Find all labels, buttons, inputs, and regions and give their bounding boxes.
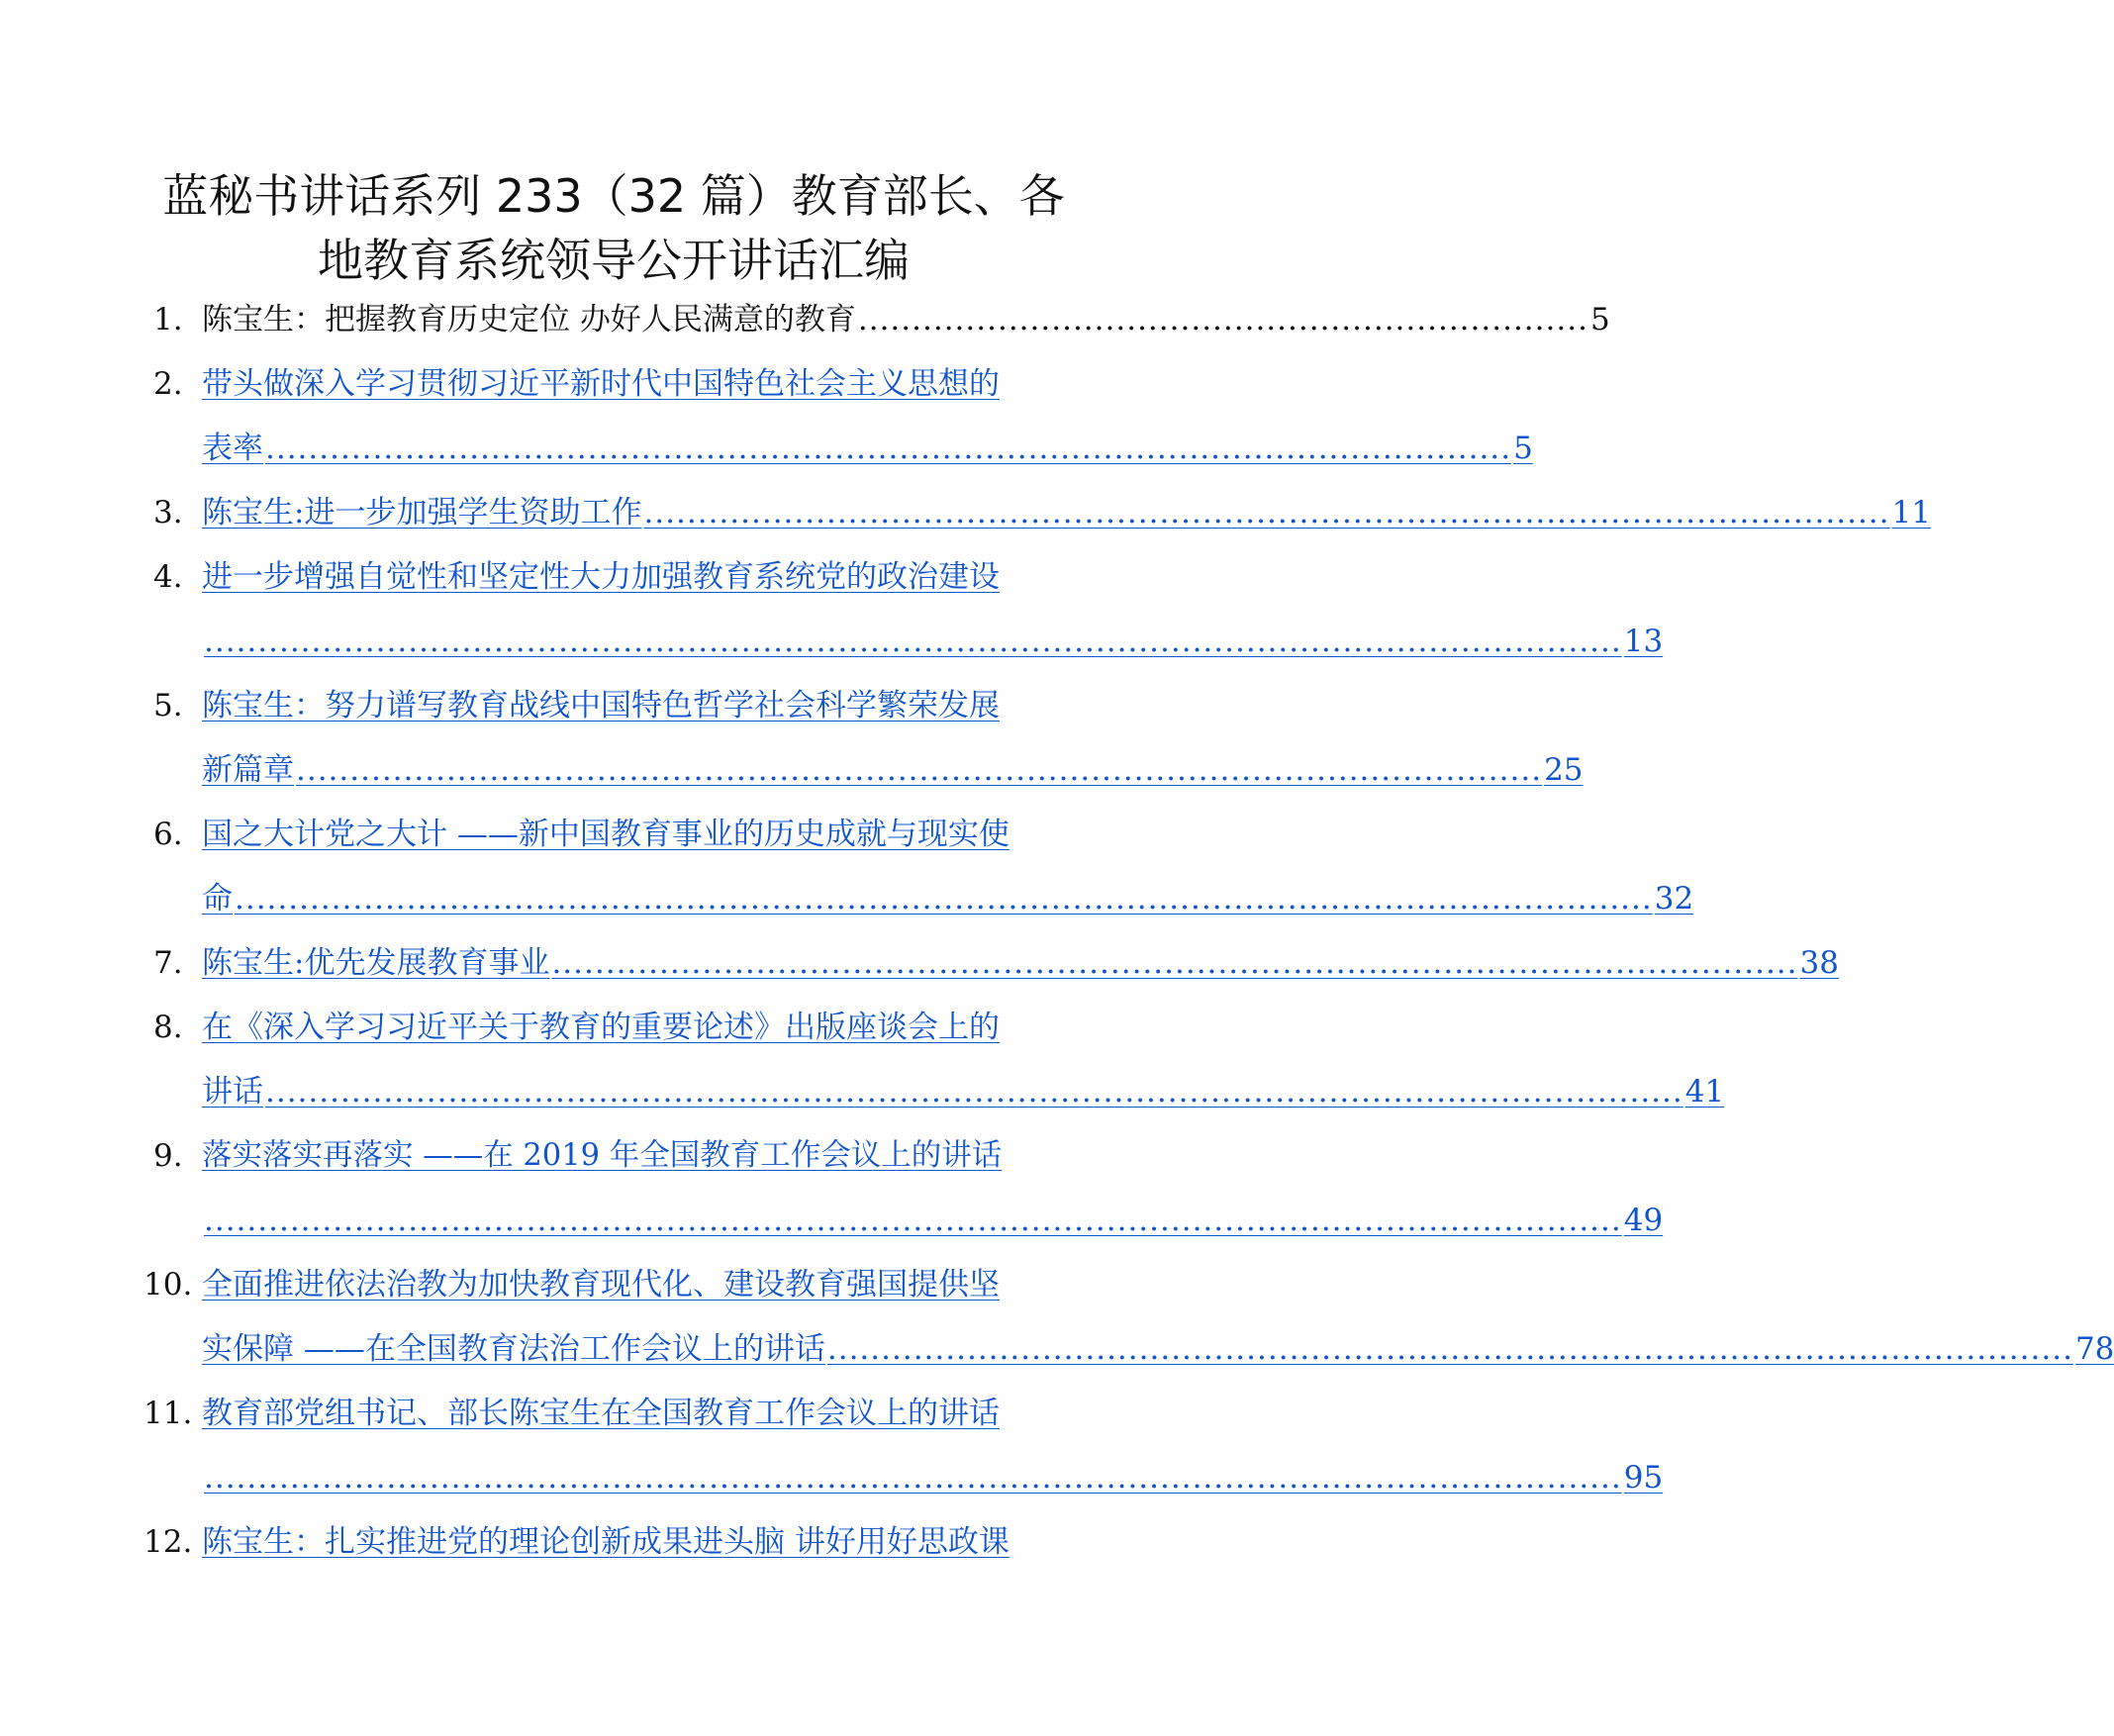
toc-entry-number: 9. bbox=[153, 1138, 183, 1174]
toc-entry-continuation[interactable] bbox=[202, 427, 1533, 470]
toc-entry-number: 7. bbox=[153, 945, 183, 981]
toc-entry-title: 陈宝生：把握教育历史定位 办好人民满意的教育 bbox=[202, 302, 856, 338]
toc-entry-number: 1. bbox=[153, 302, 183, 338]
toc-leader-dots: .................................................................................................................................... bbox=[235, 881, 1653, 916]
toc-entry-title: 陈宝生:进一步加强学生资助工作 bbox=[202, 495, 642, 530]
toc-entry-title-cont: 讲话 bbox=[202, 1074, 263, 1109]
toc-page-number: 38 bbox=[1799, 945, 1839, 981]
toc-page-number: 32 bbox=[1654, 881, 1694, 916]
toc-entry[interactable] bbox=[202, 298, 1610, 341]
toc-entry-continuation[interactable] bbox=[202, 1070, 1725, 1113]
toc-entry-number: 5. bbox=[153, 688, 183, 723]
toc-page-number: 25 bbox=[1544, 752, 1584, 788]
toc-page-number: 5 bbox=[1589, 302, 1610, 338]
toc-entry-number: 10. bbox=[144, 1267, 193, 1302]
toc-entry-number: 3. bbox=[153, 495, 183, 530]
toc-entry-title[interactable]: 落实落实再落实 ——在 2019 年全国教育工作会议上的讲话 bbox=[202, 1138, 1003, 1173]
toc-entry-title-cont: 实保障 ——在全国教育法治工作会议上的讲话 bbox=[202, 1331, 825, 1367]
toc-entry-title[interactable]: 在《深入学习习近平关于教育的重要论述》出版座谈会上的 bbox=[202, 1010, 1000, 1045]
toc-entry-continuation[interactable] bbox=[202, 620, 1664, 663]
toc-entry-title[interactable]: 带头做深入学习贯彻习近平新时代中国特色社会主义思想的 bbox=[202, 366, 1000, 402]
toc-entry-title[interactable]: 进一步增强自觉性和坚定性大力加强教育系统党的政治建设 bbox=[202, 559, 1000, 595]
toc-leader-dots: .................................................................................................................................... bbox=[204, 624, 1622, 659]
toc-entry-title[interactable]: 国之大计党之大计 ——新中国教育事业的历史成就与现实使 bbox=[202, 817, 1009, 852]
document-title-line-1: 蓝秘书讲话系列 233（32 篇）教育部长、各 bbox=[162, 169, 1065, 223]
toc-entry-title-cont: 命 bbox=[202, 881, 233, 916]
toc-entry-continuation[interactable] bbox=[202, 1456, 1664, 1499]
toc-leader-dots: .................................................................................................................... bbox=[296, 752, 1543, 788]
toc-leader-dots: .................................................................................................................... bbox=[826, 1331, 2073, 1367]
toc-leader-dots: .................................................................................................................... bbox=[551, 945, 1798, 981]
toc-entry-number: 11. bbox=[144, 1396, 193, 1431]
toc-leader-dots: .................................................................................................................................... bbox=[265, 1074, 1683, 1109]
toc-entry-continuation[interactable] bbox=[202, 748, 1584, 792]
toc-entry-title[interactable]: 陈宝生：扎实推进党的理论创新成果进头脑 讲好用好思政课 bbox=[202, 1524, 1009, 1560]
toc-entry-title[interactable]: 陈宝生：努力谱写教育战线中国特色哲学社会科学繁荣发展 bbox=[202, 688, 1000, 723]
toc-entry-continuation[interactable] bbox=[202, 1199, 1664, 1242]
toc-page-number: 11 bbox=[1891, 495, 1931, 530]
toc-entry-title-cont: 新篇章 bbox=[202, 752, 294, 788]
toc-entry-title[interactable]: 全面推进依法治教为加快教育现代化、建设教育强国提供坚 bbox=[202, 1267, 1000, 1302]
toc-leader-dots: .................................................................................................................... bbox=[265, 431, 1512, 466]
toc-entry[interactable] bbox=[202, 491, 1931, 534]
toc-entry-title: 陈宝生:优先发展教育事业 bbox=[202, 945, 550, 981]
toc-entry[interactable] bbox=[202, 941, 1839, 985]
toc-entry-number: 6. bbox=[153, 817, 183, 852]
toc-entry-number: 8. bbox=[153, 1010, 183, 1045]
toc-page-number: 41 bbox=[1684, 1074, 1725, 1109]
toc-leader-dots: .................................................................................................................... bbox=[643, 495, 1890, 530]
toc-leader-dots: .................................................................................................................................... bbox=[204, 1460, 1622, 1495]
toc-entry-continuation[interactable] bbox=[202, 1327, 2114, 1371]
document-title-line-2: 地教育系统领导公开讲话汇编 bbox=[318, 234, 910, 287]
toc-entry-number: 12. bbox=[144, 1524, 193, 1560]
toc-entry-title-cont: 表率 bbox=[202, 431, 263, 466]
toc-entry-continuation[interactable] bbox=[202, 877, 1694, 920]
toc-entry-number: 4. bbox=[153, 559, 183, 595]
toc-leader-dots: .................................................................... bbox=[857, 302, 1588, 338]
toc-entry-title[interactable]: 教育部党组书记、部长陈宝生在全国教育工作会议上的讲话 bbox=[202, 1396, 1000, 1431]
toc-page-number: 78 bbox=[2074, 1331, 2114, 1367]
toc-page-number: 49 bbox=[1623, 1203, 1664, 1238]
toc-page-number: 95 bbox=[1623, 1460, 1664, 1495]
toc-entry-number: 2. bbox=[153, 366, 183, 402]
toc-page-number: 5 bbox=[1513, 431, 1533, 466]
toc-leader-dots: .................................................................................................................................... bbox=[204, 1203, 1622, 1238]
toc-page-number: 13 bbox=[1623, 624, 1664, 659]
